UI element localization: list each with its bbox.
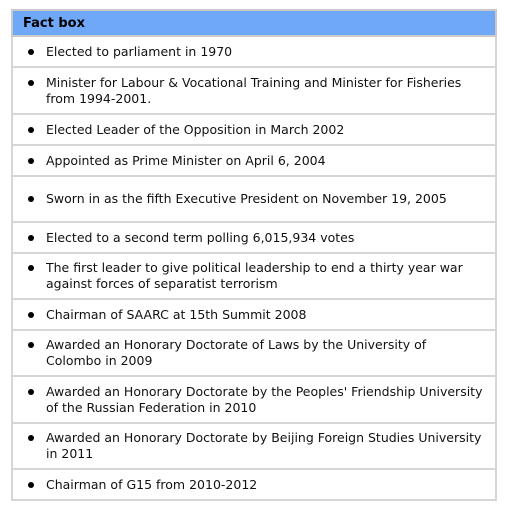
fact-row <box>12 423 496 469</box>
fact-item <box>12 222 496 253</box>
fact-item-text: Elected to a second term polling 6,015,934 votes <box>46 229 355 245</box>
fact-item-text: Awarded an Honorary Doctorate by the Peoples' Friendship University of the Russian Federation in 2010 <box>46 383 483 415</box>
bullet-icon <box>28 196 34 202</box>
fact-row <box>12 330 496 376</box>
fact-item <box>12 67 496 114</box>
fact-box-header-row <box>12 10 496 36</box>
fact-item-text: The first leader to give political leadership to end a thirty year war against forces of separatist terrorism <box>46 260 463 291</box>
bullet-icon <box>28 80 34 86</box>
fact-item-text: Awarded an Honorary Doctorate of Laws by the University of Colombo in 2009 <box>46 337 427 368</box>
bullet-icon <box>28 158 34 164</box>
fact-row <box>12 299 496 330</box>
bullet-icon <box>28 342 34 348</box>
bullet-icon <box>28 312 34 318</box>
fact-item <box>12 253 496 299</box>
bullet-icon <box>28 482 34 488</box>
fact-box-title: Fact box <box>12 10 496 36</box>
fact-item <box>12 176 496 222</box>
fact-row <box>12 253 496 299</box>
fact-row <box>12 145 496 176</box>
bullet-icon <box>28 127 34 133</box>
fact-item <box>12 36 496 67</box>
fact-box-table <box>11 9 497 501</box>
fact-row <box>12 176 496 222</box>
fact-item-text: Appointed as Prime Minister on April 6, 2004 <box>46 152 326 168</box>
fact-row <box>12 36 496 67</box>
bullet-icon <box>28 389 34 395</box>
bullet-icon <box>28 235 34 241</box>
bullet-icon <box>28 265 34 271</box>
fact-item <box>12 469 496 500</box>
fact-row <box>12 67 496 114</box>
fact-item <box>12 376 496 423</box>
fact-item-text: Chairman of SAARC at 15th Summit 2008 <box>46 306 307 322</box>
fact-item <box>12 423 496 469</box>
fact-item-text: Elected Leader of the Opposition in March 2002 <box>46 121 345 137</box>
fact-row <box>12 469 496 500</box>
fact-item-text: Chairman of G15 from 2010-2012 <box>46 476 258 492</box>
fact-item-text: Minister for Labour & Vocational Training and Minister for Fisheries from 1994-2001. <box>46 74 462 106</box>
fact-item-text: Awarded an Honorary Doctorate by Beijing Foreign Studies University in 2011 <box>46 430 482 461</box>
bullet-icon <box>28 49 34 55</box>
fact-row <box>12 114 496 145</box>
fact-item <box>12 299 496 330</box>
fact-item <box>12 114 496 145</box>
fact-item <box>12 145 496 176</box>
bullet-icon <box>28 435 34 441</box>
fact-item-text: Sworn in as the fifth Executive President on November 19, 2005 <box>46 191 447 206</box>
fact-row <box>12 376 496 423</box>
fact-item <box>12 330 496 376</box>
fact-row <box>12 222 496 253</box>
fact-item-text: Elected to parliament in 1970 <box>46 43 233 59</box>
